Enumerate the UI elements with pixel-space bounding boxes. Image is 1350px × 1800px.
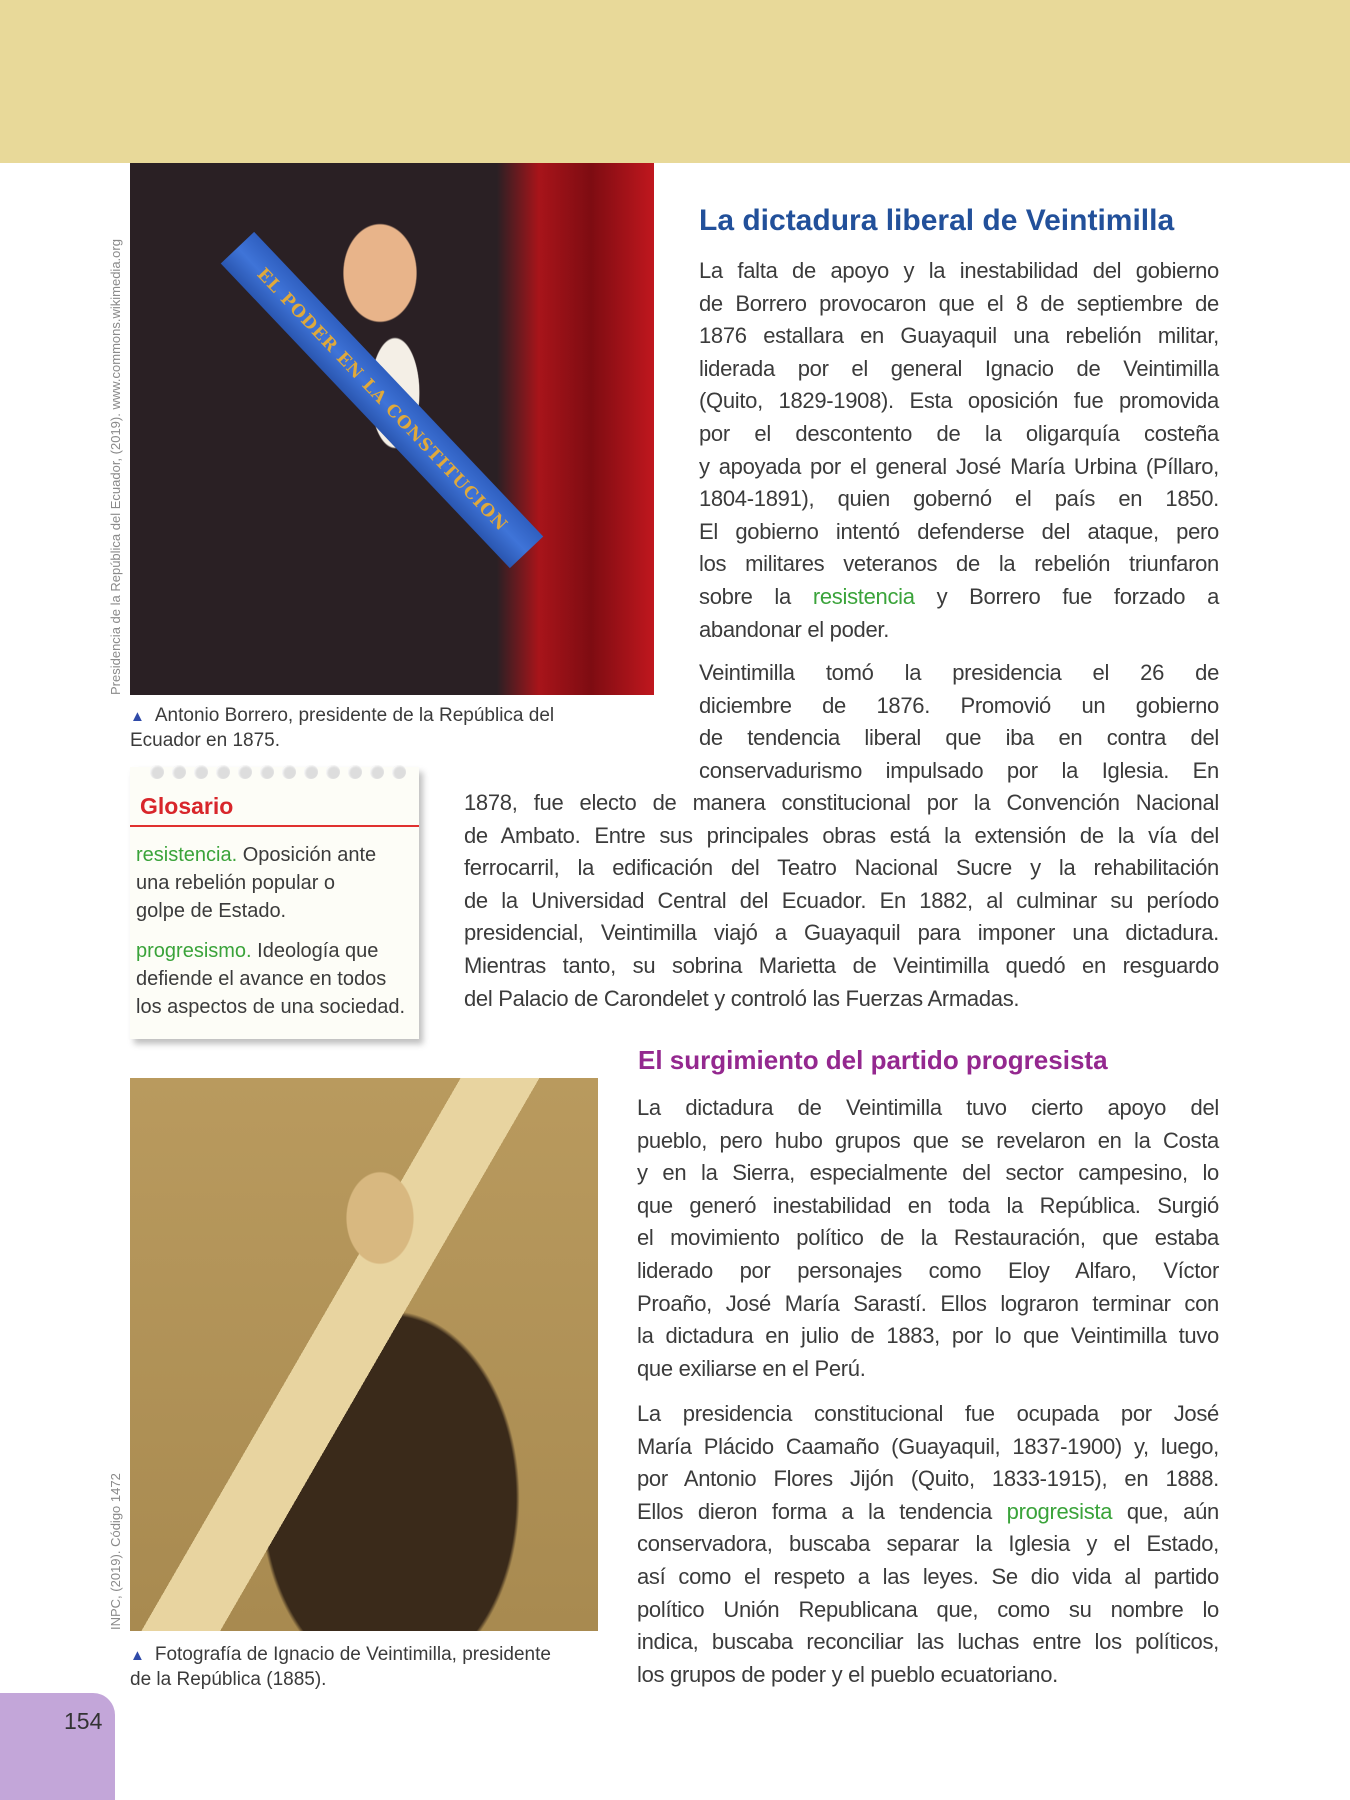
paragraph [637, 1398, 1219, 1691]
caption-line: Fotografía de Ignacio de Veintimilla, presidente [154, 1644, 551, 1665]
text-line: que generó inestabilidad en toda la República. Surgió [637, 1192, 1219, 1218]
text-line: Mientras tanto, su sobrina Marietta de Veintimilla quedó en resguardo [464, 952, 1219, 978]
glossary-title: Glosario [140, 793, 234, 819]
text-line: indica, buscaba reconciliar las luchas entre los políticos, [637, 1629, 1219, 1655]
notebook-rings [150, 765, 406, 779]
glossary-box [130, 767, 419, 1039]
caption-line: Antonio Borrero, presidente de la República del [154, 705, 555, 726]
text-line: por el descontento de la oligarquía costeña [699, 420, 1219, 446]
text-segment: y Borrero fue forzado a [914, 583, 1220, 609]
text-line: pueblo, pero hubo grupos que se revelaron en la Costa [637, 1127, 1219, 1153]
triangle-icon: ▲ [130, 708, 145, 725]
section-title-progresista: El surgimiento del partido progresista [638, 1045, 1108, 1075]
text-line: 1878, fue electo de manera constitucional por la Convención Nacional [464, 790, 1219, 815]
text-segment: que, aún [1112, 1498, 1219, 1524]
text-line: diciembre de 1876. Promovió un gobierno [699, 692, 1219, 718]
glossary-def: defiende el avance en todos [136, 968, 387, 990]
text-line: ferrocarril, la edificación del Teatro Nacional Sucre y la rehabilitación [464, 855, 1219, 881]
section-title-dictadura: La dictadura liberal de Veintimilla [699, 204, 1175, 237]
caption-line: de la República (1885). [130, 1669, 327, 1690]
text-line: El gobierno intentó defenderse del ataque, pero [699, 518, 1219, 544]
text-line: María Plácido Caamaño (Guayaquil, 1837-1900) y, luego, [637, 1433, 1219, 1459]
glossary-def: golpe de Estado. [136, 900, 287, 922]
text-segment: Ellos dieron forma a la tendencia [637, 1498, 1007, 1524]
glossary-def: Ideología que [251, 940, 379, 962]
caption-2 [130, 1643, 551, 1692]
text-line: conservadurismo impulsado por la Iglesia. En [699, 757, 1219, 783]
text-line: político Unión Republicana que, como su nombre lo [637, 1596, 1219, 1622]
triangle-icon: ▲ [130, 1647, 145, 1664]
glossary-entry-progresismo [136, 937, 416, 1021]
text-line: presidencial, Veintimilla viajó a Guayaquil para imponer una dictadura. [464, 920, 1219, 946]
photo-ignacio-de-veintimilla [130, 1078, 598, 1631]
glossary-term-link: resistencia [812, 583, 915, 609]
glossary-term: resistencia. [136, 844, 238, 866]
text-line: (Quito, 1829-1908). Esta oposición fue promovida [699, 388, 1219, 414]
header-band [0, 0, 1350, 163]
text-line: La presidencia constitucional fue ocupada por José [637, 1401, 1219, 1426]
text-line [699, 581, 1219, 614]
text-line: abandonar el poder. [699, 616, 890, 642]
paragraph [464, 787, 1219, 1015]
text-line: 1876 estallara en Guayaquil una rebelión militar, [699, 323, 1219, 349]
text-line: de Borrero provocaron que el 8 de septiembre de [699, 290, 1219, 316]
text-line: liderado por personajes como Eloy Alfaro, Víctor [637, 1257, 1219, 1283]
text-line: de tendencia liberal que iba en contra del [699, 725, 1219, 751]
glossary-def: los aspectos de una sociedad. [136, 996, 406, 1018]
text-line: el movimiento político de la Restauración, que estaba [637, 1225, 1219, 1251]
glossary-def: una rebelión popular o [136, 872, 336, 894]
text-line: La dictadura de Veintimilla tuvo cierto apoyo del [637, 1095, 1219, 1120]
photo-credit-1: Presidencia de la República del Ecuador, (2019). www.commons.wikimedia.org [108, 239, 123, 695]
text-line: de la Universidad Central del Ecuador. En 1882, al culminar su período [464, 887, 1219, 913]
text-line: la dictadura en julio de 1883, por lo que Veintimilla tuvo [637, 1323, 1219, 1349]
text-line: que exiliarse en el Perú. [637, 1355, 866, 1381]
glossary-term: progresismo. [136, 940, 252, 962]
glossary-def: Oposición ante [237, 844, 377, 866]
portrait-antonio-borrero [130, 163, 654, 695]
text-line: Proaño, José María Sarastí. Ellos lograron terminar con [637, 1290, 1219, 1316]
glossary-entry-resistencia [136, 841, 416, 925]
text-line: por Antonio Flores Jijón (Quito, 1833-1915), en 1888. [637, 1466, 1219, 1492]
glossary-divider [130, 825, 419, 827]
text-line: los militares veteranos de la rebelión triunfaron [699, 551, 1219, 577]
paragraph [699, 255, 1219, 646]
text-line: 1804-1891), quien gobernó el país en 1850. [699, 486, 1219, 512]
caption-line: Ecuador en 1875. [130, 730, 281, 751]
paragraph [637, 1092, 1219, 1385]
text-line: conservadora, buscaba separar la Iglesia y el Estado, [637, 1531, 1219, 1557]
caption-1 [130, 704, 554, 753]
glossary-term-link: progresista [1006, 1498, 1113, 1524]
text-line: así como el respeto a las leyes. Se dio vida al partido [637, 1563, 1219, 1589]
text-line: y apoyada por el general José María Urbina (Píllaro, [699, 453, 1219, 479]
text-line: del Palacio de Carondelet y controló las Fuerzas Armadas. [464, 985, 1020, 1011]
text-line: y en la Sierra, especialmente del sector campesino, lo [637, 1160, 1219, 1186]
sash-text: EL PODER EN LA CONSTITUCION [252, 264, 512, 536]
paragraph [699, 657, 1219, 787]
page-number: 154 [64, 1708, 103, 1734]
text-segment: sobre la [699, 583, 813, 609]
text-line: liderada por el general Ignacio de Veintimilla [699, 355, 1219, 381]
text-line: Veintimilla tomó la presidencia el 26 de [699, 660, 1219, 685]
text-line: de Ambato. Entre sus principales obras está la extensión de la vía del [464, 822, 1219, 848]
photo-credit-2: INPC, (2019). Código 1472 [108, 1473, 123, 1630]
text-line: los grupos de poder y el pueblo ecuatoriano. [637, 1661, 1058, 1687]
text-line [637, 1496, 1219, 1529]
presidential-sash [221, 232, 543, 568]
text-line: La falta de apoyo y la inestabilidad del gobierno [699, 258, 1219, 283]
